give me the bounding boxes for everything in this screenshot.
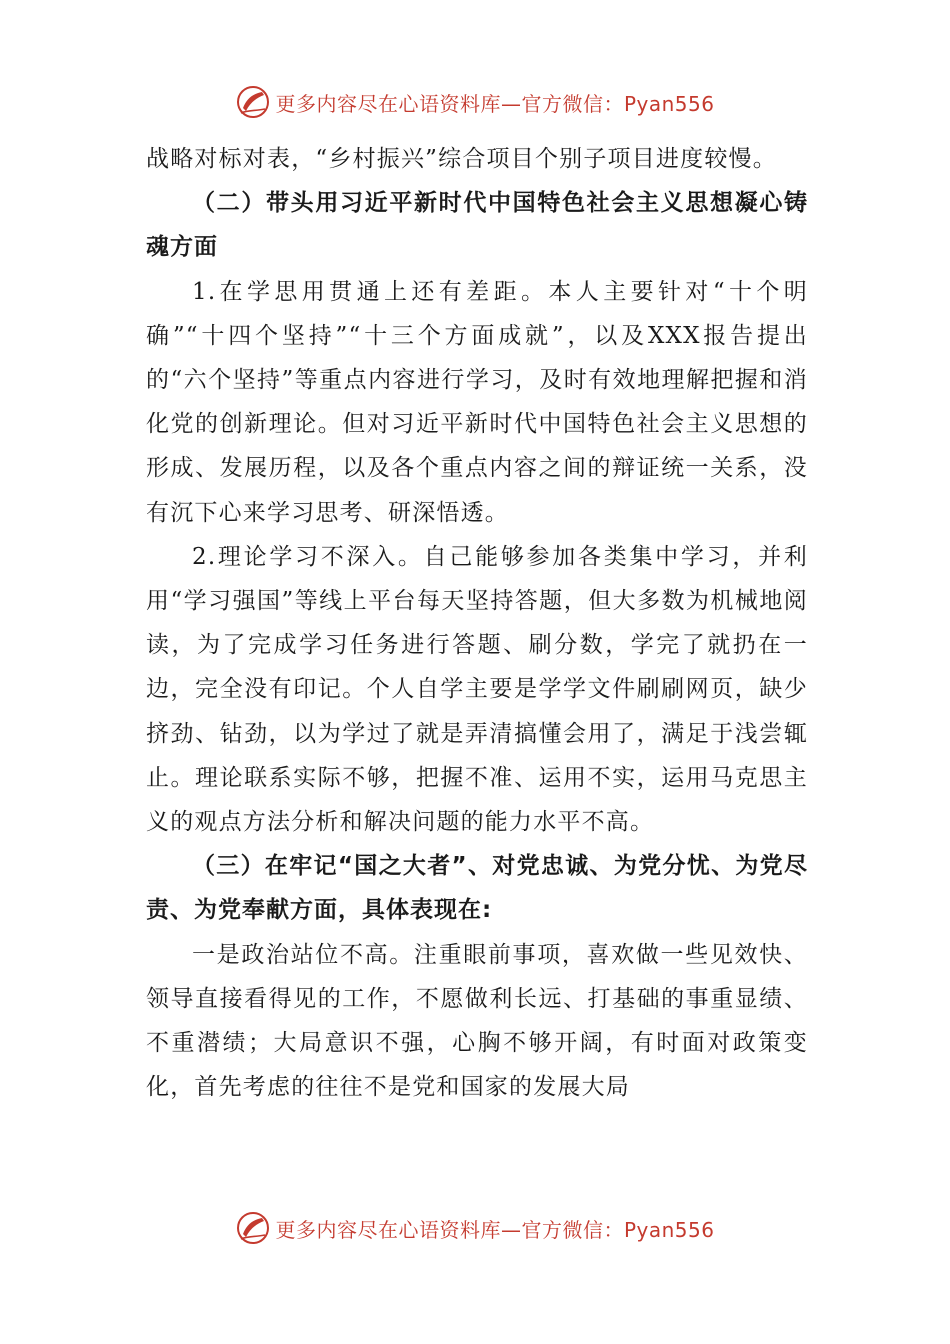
section-heading-3: （三）在牢记“国之大者”、对党忠诚、为党分忧、为党尽责、为党奉献方面，具体表现在: xyxy=(146,853,808,924)
paragraph-item-1: 1.在学思用贯通上还有差距。本人主要针对“十个明确”“十四个坚持”“十三个方面成就”，以及XXX报告提出的“六个坚持”等重点内容进行学习，及时有效地理解把握和消化党的创新理论。但对习近平新时代中国特色社会主义思想的形成、发展历程，以及各个重点内容之间的辩证统一关系，没有沉下心来学习思考、研深悟透。 xyxy=(146,278,808,526)
banner-text: 更多内容尽在心语资料库—官方微信：Pyan556 xyxy=(275,91,715,116)
pen-signature-icon xyxy=(235,84,271,120)
document-body xyxy=(146,137,808,1109)
header-banner xyxy=(0,82,950,122)
footer-banner xyxy=(0,1208,950,1248)
paragraph-item-2: 2.理论学习不深入。自己能够参加各类集中学习，并利用“学习强国”等线上平台每天坚持答题，但大多数为机械地阅读，为了完成学习任务进行答题、刷分数，学完了就扔在一边，完全没有印记。个人自学主要是学学文件刷刷网页，缺少挤劲、钻劲，以为学过了就是弄清搞懂会用了，满足于浅尝辄止。理论联系实际不够，把握不准、运用不实，运用马克思主义的观点方法分析和解决问题的能力水平不高。 xyxy=(146,543,808,836)
paragraph-continued: 战略对标对表，“乡村振兴”综合项目个别子项目进度较慢。 xyxy=(146,146,777,172)
paragraph-point-1: 一是政治站位不高。注重眼前事项，喜欢做一些见效快、领导直接看得见的工作，不愿做利长远、打基础的事重显绩、不重潜绩；大局意识不强，心胸不够开阔，有时面对政策变化，首先考虑的往往不是党和国家的发展大局 xyxy=(146,941,808,1101)
section-heading-2: （二）带头用习近平新时代中国特色社会主义思想凝心铸魂方面 xyxy=(146,190,808,261)
pen-signature-icon xyxy=(235,1210,271,1246)
banner-text: 更多内容尽在心语资料库—官方微信：Pyan556 xyxy=(275,1217,715,1242)
